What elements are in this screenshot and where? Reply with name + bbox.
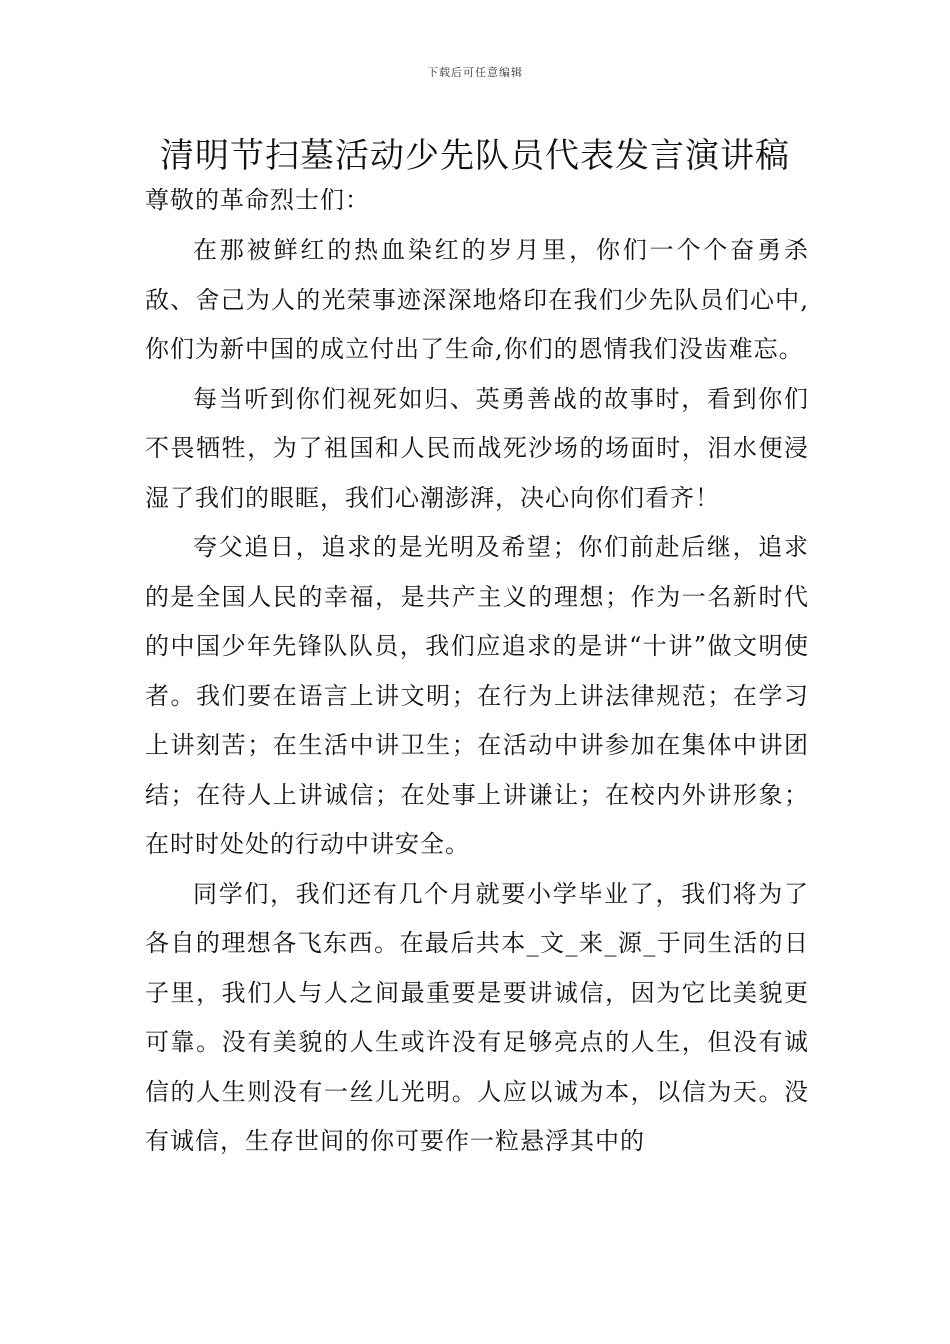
paragraph-3: 夸父追日，追求的是光明及希望；你们前赴后继，追求的是全国人民的幸福，是共产主义的理想；作为一名新时代的中国少年先锋队队员，我们应追求的是讲“十讲”做文明使者。我们要在语言上讲文明；在行为上讲法律规范；在学习上讲刻苦；在生活中讲卫生；在活动中讲参加在集体中讲团结；在待人上讲诚信；在处事上讲谦让；在校内外讲形象；在时时处处的行动中讲安全。 <box>145 533 809 858</box>
paragraph-4: 同学们，我们还有几个月就要小学毕业了，我们将为了各自的理想各飞东西。在最后共本_文_来_源_于同生活的日子里，我们人与人之间最重要是要讲诚信，因为它比美貌更可靠。没有美貌的人生或许没有足够亮点的人生，但没有诚信的人生则没有一丝儿光明。人应以诚为本，以信为天。没有诚信，生存世间的你可要作一粒悬浮其中的 <box>145 879 809 1155</box>
paragraph-2: 每当听到你们视死如归、英勇善战的故事时，看到你们不畏牺牲，为了祖国和人民而战死沙场的场面时，泪水便浸湿了我们的眼眶，我们心潮澎湃，决心向你们看齐！ <box>145 384 809 512</box>
document-title: 清明节扫墓活动少先队员代表发言演讲稿 <box>160 136 790 176</box>
header-note: 下载后可任意编辑 <box>427 66 523 79</box>
salutation: 尊敬的革命烈士们： <box>145 186 370 214</box>
document-body <box>145 180 809 1167</box>
paragraph-1: 在那被鲜红的热血染红的岁月里，你们一个个奋勇杀敌、舍己为人的光荣事迹深深地烙印在我们少先队员们心中,你们为新中国的成立付出了生命,你们的恩情我们没齿难忘。 <box>145 236 809 363</box>
